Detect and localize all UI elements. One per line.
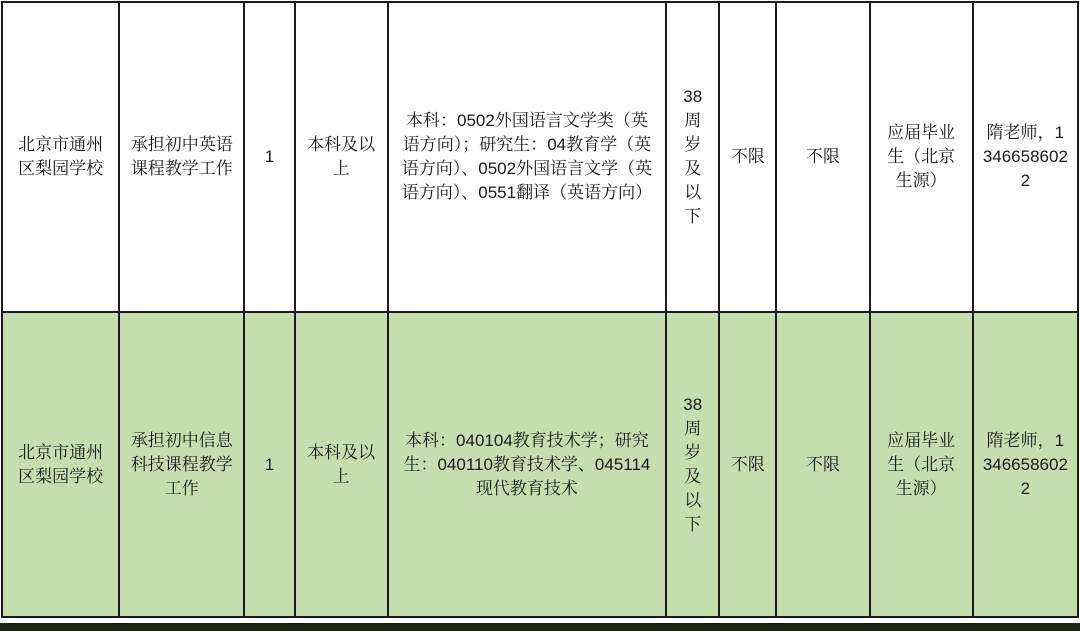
cell-education-level: 本科及以上 xyxy=(295,312,388,617)
table-bottom-edge xyxy=(0,623,1080,631)
cell-no-limit-2: 不限 xyxy=(776,2,869,312)
cell-no-limit-2: 不限 xyxy=(776,312,869,617)
cell-candidate-source: 应届毕业生（北京生源） xyxy=(870,2,973,312)
cell-no-limit-1: 不限 xyxy=(719,2,776,312)
job-table xyxy=(1,1,1079,618)
table-row xyxy=(2,312,1078,617)
cell-school-name: 北京市通州区梨园学校 xyxy=(2,2,119,312)
cell-headcount: 1 xyxy=(244,312,294,617)
cell-contact-info: 隋老师，13466586022 xyxy=(973,2,1078,312)
cell-school-name: 北京市通州区梨园学校 xyxy=(2,312,119,617)
cell-headcount: 1 xyxy=(244,2,294,312)
cell-major-requirement: 本科：0502外国语言文学类（英语方向）；研究生：04教育学（英语方向）、0502外国语言文学（英语方向）、0551翻译（英语方向） xyxy=(388,2,667,312)
cell-education-level: 本科及以上 xyxy=(295,2,388,312)
cell-no-limit-1: 不限 xyxy=(719,312,776,617)
table-row xyxy=(2,2,1078,312)
cell-contact-info: 隋老师，13466586022 xyxy=(973,312,1078,617)
cell-candidate-source: 应届毕业生（北京生源） xyxy=(870,312,973,617)
cell-job-duty: 承担初中英语课程教学工作 xyxy=(119,2,244,312)
cell-age-limit: 38周岁及以下 xyxy=(666,2,719,312)
cell-age-limit: 38周岁及以下 xyxy=(666,312,719,617)
cell-job-duty: 承担初中信息科技课程教学工作 xyxy=(119,312,244,617)
cell-major-requirement: 本科：040104教育技术学；研究生：040110教育技术学、045114现代教育技术 xyxy=(388,312,667,617)
